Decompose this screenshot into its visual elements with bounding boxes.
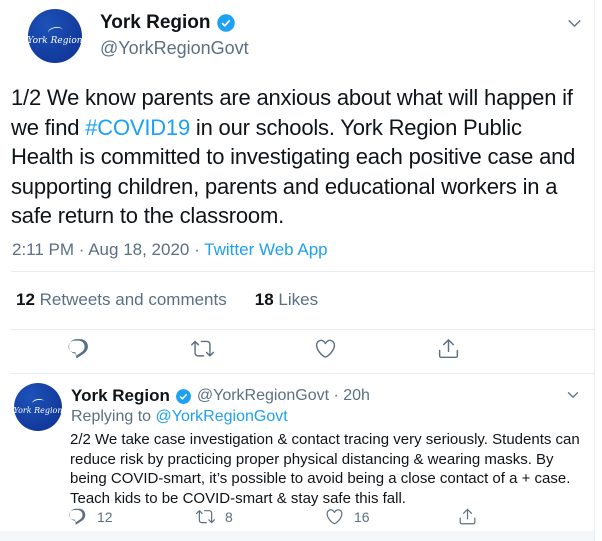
verified-badge-icon <box>216 13 236 33</box>
divider <box>11 373 594 374</box>
share-button[interactable] <box>458 507 477 526</box>
retweet-count: 8 <box>225 508 233 525</box>
retweet-icon <box>196 507 215 526</box>
like-button[interactable] <box>313 337 337 361</box>
retweet-icon <box>191 337 214 360</box>
tweet-text-part1: 1/2 We know parents are anxious about what will happen if we find <box>11 85 573 140</box>
reply-text: 2/2 We take case investigation & contact tracing very seriously. Students can reduce risk by practicing proper physical distancing & wearing masks. By being COVID-smart, it’s possible to avoid being a close contact of a + case. Teach kids to be COVID-smart & stay safe this fall. <box>70 431 580 507</box>
column-border <box>594 0 595 541</box>
tweet-meta <box>12 240 328 260</box>
retweets-stat[interactable]: 12 Retweets and comments <box>16 290 227 309</box>
page-background-strip <box>0 531 594 541</box>
like-count: 16 <box>354 508 370 525</box>
replying-to-line: Replying to @YorkRegionGovt <box>71 408 288 425</box>
handle[interactable]: @YorkRegionGovt <box>100 38 249 58</box>
retweet-button[interactable] <box>196 507 233 526</box>
avatar-logo-flourish <box>47 25 63 36</box>
reply-icon <box>67 337 90 360</box>
display-name[interactable]: York Region <box>71 386 170 405</box>
tweet-stats <box>16 290 318 310</box>
hashtag-link[interactable]: #COVID19 <box>85 114 190 140</box>
retweet-button[interactable] <box>190 337 214 361</box>
verified-badge-icon <box>175 388 192 405</box>
share-icon <box>437 337 460 360</box>
avatar[interactable] <box>28 9 82 63</box>
heart-icon <box>325 507 344 526</box>
timestamp: 2:11 PM · Aug 18, 2020 · <box>12 240 205 259</box>
source-link[interactable]: Twitter Web App <box>204 240 328 259</box>
chevron-down-icon[interactable] <box>564 386 582 404</box>
reply-header <box>71 386 370 406</box>
display-name[interactable]: York Region <box>100 12 211 33</box>
tweet-text-part2: in our schools. York Region Public Health is committed to investigating each positive case and supporting children, parents and educational workers in a safe return to the classroom. <box>11 114 576 228</box>
tweet-header <box>100 12 249 59</box>
like-button[interactable] <box>325 507 370 526</box>
avatar-label: York Region <box>27 35 83 46</box>
divider <box>11 329 594 330</box>
reply-button[interactable] <box>66 337 90 361</box>
handle-and-time[interactable]: @YorkRegionGovt · 20h <box>196 387 370 404</box>
avatar[interactable] <box>14 383 62 431</box>
divider <box>11 271 594 272</box>
reply-button[interactable] <box>68 507 113 526</box>
heart-icon <box>314 337 337 360</box>
share-icon <box>458 507 477 526</box>
share-button[interactable] <box>436 337 460 361</box>
reply-icon <box>68 507 87 526</box>
replying-to-handle-link[interactable]: @YorkRegionGovt <box>155 408 288 425</box>
likes-stat[interactable]: 18 Likes <box>254 290 319 309</box>
avatar-label: York Region <box>13 406 63 415</box>
tweet-text <box>11 83 583 231</box>
reply-count: 12 <box>97 508 113 525</box>
chevron-down-icon[interactable] <box>564 13 585 34</box>
